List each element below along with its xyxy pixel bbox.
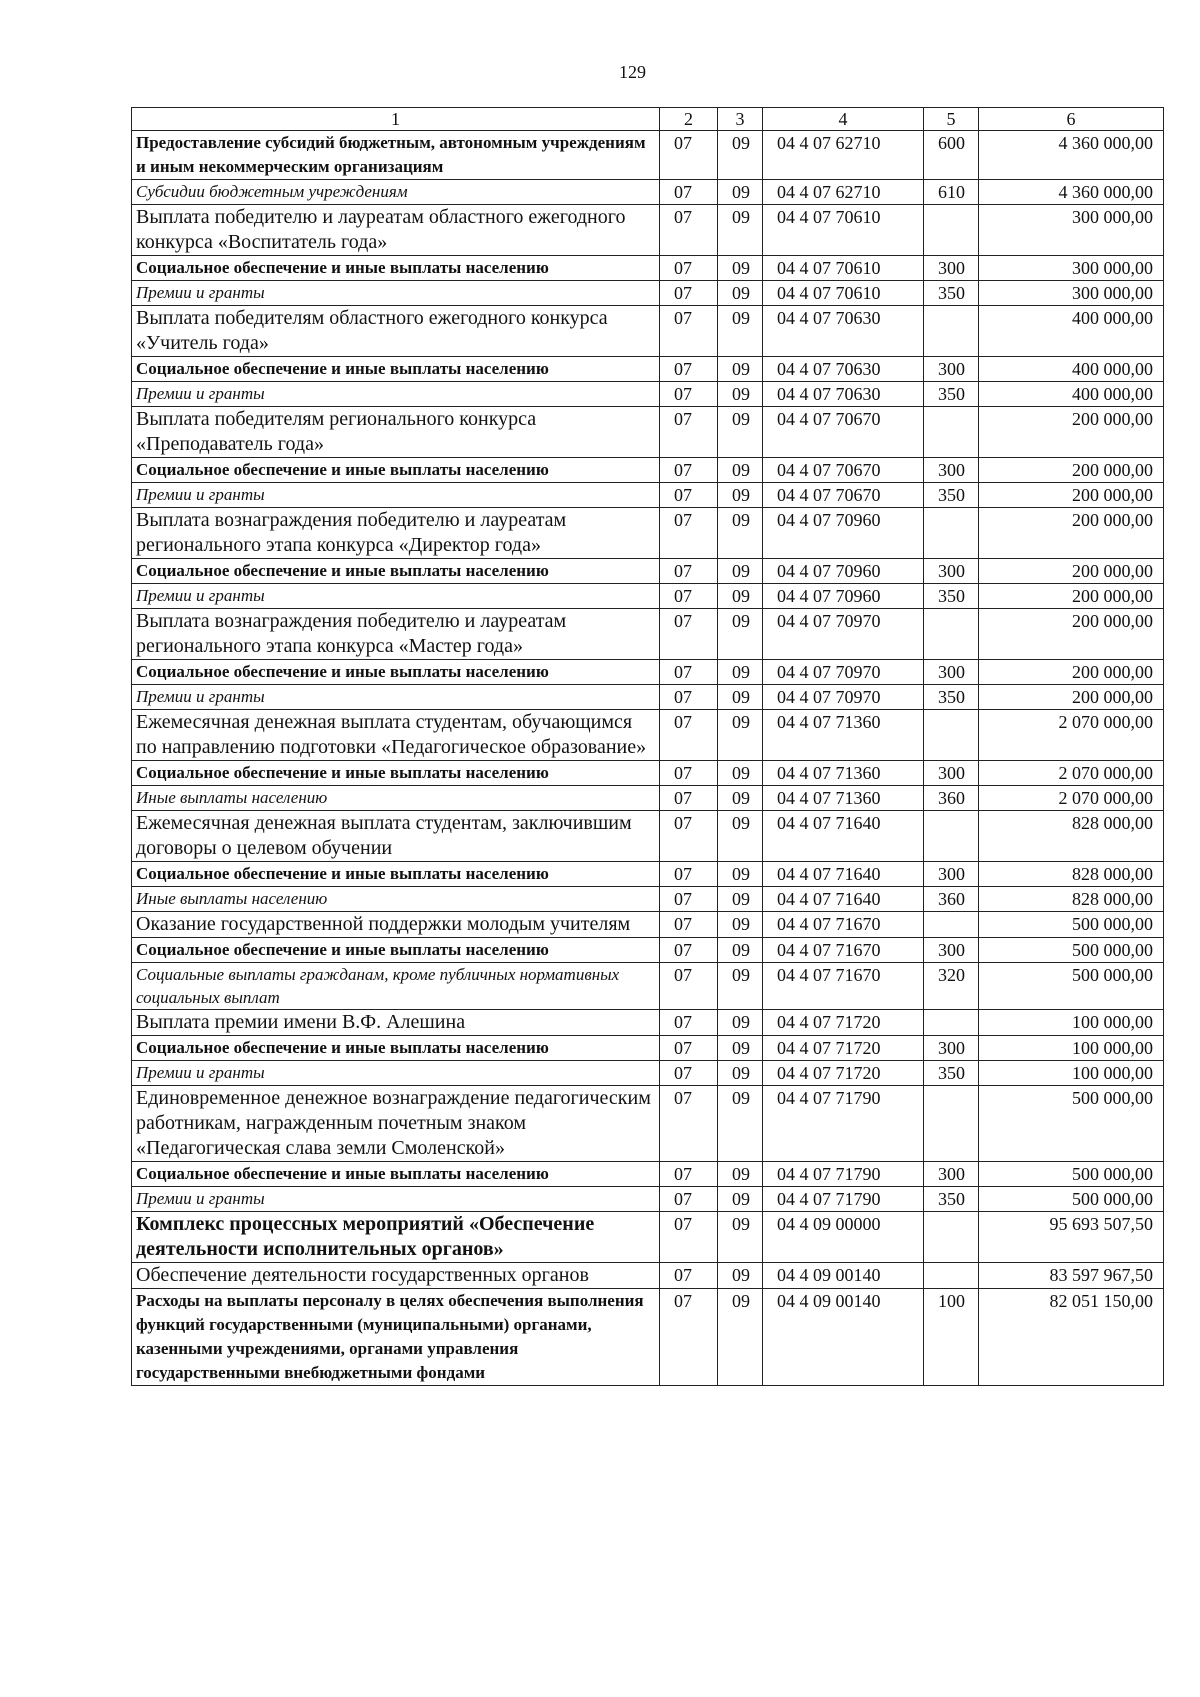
target-article-cell: 04 4 07 70610 (763, 205, 924, 256)
target-article-cell: 04 4 07 70970 (763, 685, 924, 710)
target-article-cell: 04 4 07 70960 (763, 584, 924, 609)
expense-type-cell: 300 (924, 357, 979, 382)
section-code-cell: 07 (660, 1289, 718, 1386)
row-name-cell: Премии и гранты (132, 483, 660, 508)
table-row (132, 887, 1164, 912)
amount-cell: 500 000,00 (979, 963, 1164, 1010)
expense-type-cell: 350 (924, 584, 979, 609)
expense-type-cell: 300 (924, 660, 979, 685)
subsection-code-cell: 09 (718, 685, 763, 710)
subsection-code-cell: 09 (718, 1289, 763, 1386)
table-body (132, 131, 1164, 1386)
target-article-cell: 04 4 07 71360 (763, 761, 924, 786)
table-row (132, 685, 1164, 710)
target-article-cell: 04 4 07 70630 (763, 306, 924, 357)
section-code-cell: 07 (660, 887, 718, 912)
subsection-code-cell: 09 (718, 811, 763, 862)
target-article-cell: 04 4 07 71640 (763, 887, 924, 912)
subsection-code-cell: 09 (718, 205, 763, 256)
amount-cell: 200 000,00 (979, 407, 1164, 458)
row-name-cell: Субсидии бюджетным учреждениям (132, 180, 660, 205)
expense-type-cell: 360 (924, 786, 979, 811)
amount-cell: 95 693 507,50 (979, 1212, 1164, 1263)
expense-type-cell: 350 (924, 1061, 979, 1086)
amount-cell: 200 000,00 (979, 559, 1164, 584)
amount-cell: 828 000,00 (979, 887, 1164, 912)
subsection-code-cell: 09 (718, 180, 763, 205)
section-code-cell: 07 (660, 609, 718, 660)
table-row (132, 382, 1164, 407)
section-code-cell: 07 (660, 1212, 718, 1263)
column-header: 4 (763, 108, 924, 131)
row-name-cell: Иные выплаты населению (132, 786, 660, 811)
expense-type-cell (924, 710, 979, 761)
target-article-cell: 04 4 07 71360 (763, 786, 924, 811)
row-name-cell: Ежемесячная денежная выплата студентам, заключившим договоры о целевом обучении (132, 811, 660, 862)
section-code-cell: 07 (660, 786, 718, 811)
target-article-cell: 04 4 09 00140 (763, 1263, 924, 1289)
section-code-cell: 07 (660, 912, 718, 938)
row-name-cell: Расходы на выплаты персоналу в целях обеспечения выполнения функций государственными (муниципальными) органами, казенными учреждениями, органами управления государственными внебюджетными фондами (132, 1289, 660, 1386)
page-number: 129 (619, 62, 646, 82)
table-row (132, 306, 1164, 357)
expense-type-cell: 300 (924, 761, 979, 786)
amount-cell: 400 000,00 (979, 357, 1164, 382)
subsection-code-cell: 09 (718, 559, 763, 584)
target-article-cell: 04 4 07 71360 (763, 710, 924, 761)
section-code-cell: 07 (660, 559, 718, 584)
table-row (132, 559, 1164, 584)
amount-cell: 200 000,00 (979, 660, 1164, 685)
table-row (132, 862, 1164, 887)
table-row (132, 205, 1164, 256)
target-article-cell: 04 4 07 71720 (763, 1061, 924, 1086)
section-code-cell: 07 (660, 1187, 718, 1212)
column-header: 6 (979, 108, 1164, 131)
row-name-cell: Социальное обеспечение и иные выплаты населению (132, 1162, 660, 1187)
subsection-code-cell: 09 (718, 786, 763, 811)
section-code-cell: 07 (660, 458, 718, 483)
row-name-cell: Единовременное денежное вознаграждение педагогическим работникам, награжденным почетным знаком «Педагогическая слава земли Смоленской» (132, 1086, 660, 1162)
section-code-cell: 07 (660, 1086, 718, 1162)
row-name-cell: Премии и гранты (132, 1061, 660, 1086)
amount-cell: 200 000,00 (979, 508, 1164, 559)
target-article-cell: 04 4 07 70610 (763, 281, 924, 306)
row-name-cell: Премии и гранты (132, 382, 660, 407)
target-article-cell: 04 4 07 70670 (763, 458, 924, 483)
expense-type-cell: 360 (924, 887, 979, 912)
row-name-cell: Социальные выплаты гражданам, кроме публичных нормативных социальных выплат (132, 963, 660, 1010)
table-row (132, 609, 1164, 660)
row-name-cell: Выплата победителю и лауреатам областного ежегодного конкурса «Воспитатель года» (132, 205, 660, 256)
table-row (132, 1187, 1164, 1212)
table-row (132, 786, 1164, 811)
column-header: 2 (660, 108, 718, 131)
amount-cell: 300 000,00 (979, 256, 1164, 281)
section-code-cell: 07 (660, 660, 718, 685)
expense-type-cell (924, 1086, 979, 1162)
expense-type-cell (924, 508, 979, 559)
table-row (132, 357, 1164, 382)
subsection-code-cell: 09 (718, 710, 763, 761)
section-code-cell: 07 (660, 685, 718, 710)
expense-type-cell: 300 (924, 862, 979, 887)
target-article-cell: 04 4 07 70630 (763, 382, 924, 407)
row-name-cell: Социальное обеспечение и иные выплаты населению (132, 660, 660, 685)
section-code-cell: 07 (660, 256, 718, 281)
amount-cell: 200 000,00 (979, 609, 1164, 660)
row-name-cell: Выплата вознаграждения победителю и лауреатам регионального этапа конкурса «Директор года» (132, 508, 660, 559)
table-row (132, 938, 1164, 963)
amount-cell: 500 000,00 (979, 1162, 1164, 1187)
expense-type-cell (924, 407, 979, 458)
section-code-cell: 07 (660, 1036, 718, 1061)
amount-cell: 300 000,00 (979, 205, 1164, 256)
row-name-cell: Социальное обеспечение и иные выплаты населению (132, 862, 660, 887)
target-article-cell: 04 4 07 70670 (763, 407, 924, 458)
table-row (132, 660, 1164, 685)
row-name-cell: Иные выплаты населению (132, 887, 660, 912)
expense-type-cell: 300 (924, 938, 979, 963)
expense-type-cell: 350 (924, 281, 979, 306)
amount-cell: 100 000,00 (979, 1010, 1164, 1036)
section-code-cell: 07 (660, 483, 718, 508)
table-row (132, 180, 1164, 205)
section-code-cell: 07 (660, 963, 718, 1010)
amount-cell: 828 000,00 (979, 862, 1164, 887)
row-name-cell: Социальное обеспечение и иные выплаты населению (132, 761, 660, 786)
section-code-cell: 07 (660, 180, 718, 205)
subsection-code-cell: 09 (718, 256, 763, 281)
section-code-cell: 07 (660, 357, 718, 382)
expense-type-cell: 350 (924, 1187, 979, 1212)
row-name-cell: Предоставление субсидий бюджетным, автономным учреждениям и иным некоммерческим организациям (132, 131, 660, 180)
row-name-cell: Премии и гранты (132, 1187, 660, 1212)
target-article-cell: 04 4 07 70960 (763, 559, 924, 584)
target-article-cell: 04 4 07 71670 (763, 938, 924, 963)
section-code-cell: 07 (660, 281, 718, 306)
section-code-cell: 07 (660, 1263, 718, 1289)
table-row (132, 584, 1164, 609)
column-header: 5 (924, 108, 979, 131)
amount-cell: 500 000,00 (979, 912, 1164, 938)
subsection-code-cell: 09 (718, 1162, 763, 1187)
expense-type-cell: 300 (924, 1162, 979, 1187)
expense-type-cell: 610 (924, 180, 979, 205)
row-name-cell: Премии и гранты (132, 584, 660, 609)
amount-cell: 828 000,00 (979, 811, 1164, 862)
target-article-cell: 04 4 07 71670 (763, 912, 924, 938)
table-row (132, 811, 1164, 862)
amount-cell: 200 000,00 (979, 584, 1164, 609)
expense-type-cell: 300 (924, 1036, 979, 1061)
target-article-cell: 04 4 07 70610 (763, 256, 924, 281)
table-row (132, 963, 1164, 1010)
table-row (132, 131, 1164, 180)
target-article-cell: 04 4 07 71720 (763, 1036, 924, 1061)
expense-type-cell (924, 306, 979, 357)
subsection-code-cell: 09 (718, 1263, 763, 1289)
subsection-code-cell: 09 (718, 1212, 763, 1263)
target-article-cell: 04 4 07 70670 (763, 483, 924, 508)
section-code-cell: 07 (660, 131, 718, 180)
amount-cell: 500 000,00 (979, 938, 1164, 963)
subsection-code-cell: 09 (718, 887, 763, 912)
budget-table (131, 107, 1164, 1386)
table-row (132, 1162, 1164, 1187)
amount-cell: 100 000,00 (979, 1036, 1164, 1061)
table-row (132, 256, 1164, 281)
amount-cell: 300 000,00 (979, 281, 1164, 306)
target-article-cell: 04 4 07 71670 (763, 963, 924, 1010)
row-name-cell: Социальное обеспечение и иные выплаты населению (132, 256, 660, 281)
expense-type-cell: 300 (924, 256, 979, 281)
row-name-cell: Выплата победителям регионального конкурса «Преподаватель года» (132, 407, 660, 458)
table-row (132, 281, 1164, 306)
expense-type-cell: 350 (924, 685, 979, 710)
column-header: 1 (132, 108, 660, 131)
subsection-code-cell: 09 (718, 407, 763, 458)
target-article-cell: 04 4 09 00000 (763, 1212, 924, 1263)
table-row (132, 508, 1164, 559)
table-row (132, 1212, 1164, 1263)
target-article-cell: 04 4 07 71640 (763, 862, 924, 887)
target-article-cell: 04 4 07 70630 (763, 357, 924, 382)
section-code-cell: 07 (660, 938, 718, 963)
subsection-code-cell: 09 (718, 281, 763, 306)
expense-type-cell (924, 1212, 979, 1263)
target-article-cell: 04 4 07 71790 (763, 1162, 924, 1187)
target-article-cell: 04 4 07 71790 (763, 1086, 924, 1162)
expense-type-cell: 600 (924, 131, 979, 180)
target-article-cell: 04 4 07 71720 (763, 1010, 924, 1036)
row-name-cell: Оказание государственной поддержки молодым учителям (132, 912, 660, 938)
row-name-cell: Социальное обеспечение и иные выплаты населению (132, 559, 660, 584)
amount-cell: 4 360 000,00 (979, 180, 1164, 205)
section-code-cell: 07 (660, 1061, 718, 1086)
subsection-code-cell: 09 (718, 609, 763, 660)
subsection-code-cell: 09 (718, 483, 763, 508)
subsection-code-cell: 09 (718, 584, 763, 609)
row-name-cell: Социальное обеспечение и иные выплаты населению (132, 938, 660, 963)
target-article-cell: 04 4 07 71640 (763, 811, 924, 862)
subsection-code-cell: 09 (718, 357, 763, 382)
row-name-cell: Обеспечение деятельности государственных органов (132, 1263, 660, 1289)
amount-cell: 400 000,00 (979, 382, 1164, 407)
section-code-cell: 07 (660, 862, 718, 887)
section-code-cell: 07 (660, 205, 718, 256)
row-name-cell: Премии и гранты (132, 685, 660, 710)
target-article-cell: 04 4 07 71790 (763, 1187, 924, 1212)
column-number-row (132, 108, 1164, 131)
expense-type-cell: 300 (924, 559, 979, 584)
expense-type-cell (924, 205, 979, 256)
target-article-cell: 04 4 07 70960 (763, 508, 924, 559)
target-article-cell: 04 4 09 00140 (763, 1289, 924, 1386)
amount-cell: 4 360 000,00 (979, 131, 1164, 180)
subsection-code-cell: 09 (718, 508, 763, 559)
target-article-cell: 04 4 07 62710 (763, 180, 924, 205)
section-code-cell: 07 (660, 306, 718, 357)
target-article-cell: 04 4 07 70970 (763, 609, 924, 660)
section-code-cell: 07 (660, 811, 718, 862)
subsection-code-cell: 09 (718, 306, 763, 357)
subsection-code-cell: 09 (718, 1086, 763, 1162)
table-row (132, 1289, 1164, 1386)
target-article-cell: 04 4 07 70970 (763, 660, 924, 685)
table-row (132, 483, 1164, 508)
expense-type-cell (924, 1010, 979, 1036)
row-name-cell: Премии и гранты (132, 281, 660, 306)
expense-type-cell: 350 (924, 483, 979, 508)
section-code-cell: 07 (660, 508, 718, 559)
table-row (132, 1086, 1164, 1162)
section-code-cell: 07 (660, 1162, 718, 1187)
target-article-cell: 04 4 07 62710 (763, 131, 924, 180)
subsection-code-cell: 09 (718, 963, 763, 1010)
section-code-cell: 07 (660, 407, 718, 458)
amount-cell: 500 000,00 (979, 1187, 1164, 1212)
row-name-cell: Социальное обеспечение и иные выплаты населению (132, 458, 660, 483)
expense-type-cell (924, 811, 979, 862)
section-code-cell: 07 (660, 382, 718, 407)
section-code-cell: 07 (660, 710, 718, 761)
expense-type-cell (924, 609, 979, 660)
table-row (132, 912, 1164, 938)
expense-type-cell: 320 (924, 963, 979, 1010)
row-name-cell: Социальное обеспечение и иные выплаты населению (132, 357, 660, 382)
subsection-code-cell: 09 (718, 1010, 763, 1036)
table-row (132, 1263, 1164, 1289)
table-row (132, 710, 1164, 761)
amount-cell: 83 597 967,50 (979, 1263, 1164, 1289)
column-header: 3 (718, 108, 763, 131)
table-row (132, 761, 1164, 786)
table-row (132, 1036, 1164, 1061)
row-name-cell: Ежемесячная денежная выплата студентам, обучающимся по направлению подготовки «Педагогическое образование» (132, 710, 660, 761)
subsection-code-cell: 09 (718, 382, 763, 407)
row-name-cell: Выплата победителям областного ежегодного конкурса «Учитель года» (132, 306, 660, 357)
expense-type-cell (924, 912, 979, 938)
table-row (132, 458, 1164, 483)
expense-type-cell (924, 1263, 979, 1289)
table-row (132, 1061, 1164, 1086)
subsection-code-cell: 09 (718, 1187, 763, 1212)
row-name-cell: Выплата вознаграждения победителю и лауреатам регионального этапа конкурса «Мастер года» (132, 609, 660, 660)
subsection-code-cell: 09 (718, 761, 763, 786)
subsection-code-cell: 09 (718, 660, 763, 685)
subsection-code-cell: 09 (718, 458, 763, 483)
amount-cell: 2 070 000,00 (979, 761, 1164, 786)
subsection-code-cell: 09 (718, 1036, 763, 1061)
amount-cell: 100 000,00 (979, 1061, 1164, 1086)
expense-type-cell: 350 (924, 382, 979, 407)
amount-cell: 400 000,00 (979, 306, 1164, 357)
row-name-cell: Социальное обеспечение и иные выплаты населению (132, 1036, 660, 1061)
subsection-code-cell: 09 (718, 912, 763, 938)
expense-type-cell: 100 (924, 1289, 979, 1386)
amount-cell: 2 070 000,00 (979, 710, 1164, 761)
amount-cell: 200 000,00 (979, 483, 1164, 508)
section-code-cell: 07 (660, 1010, 718, 1036)
amount-cell: 2 070 000,00 (979, 786, 1164, 811)
row-name-cell: Выплата премии имени В.Ф. Алешина (132, 1010, 660, 1036)
row-name-cell: Комплекс процессных мероприятий «Обеспечение деятельности исполнительных органов» (132, 1212, 660, 1263)
subsection-code-cell: 09 (718, 1061, 763, 1086)
subsection-code-cell: 09 (718, 862, 763, 887)
table-row (132, 407, 1164, 458)
table-row (132, 1010, 1164, 1036)
subsection-code-cell: 09 (718, 131, 763, 180)
amount-cell: 200 000,00 (979, 685, 1164, 710)
amount-cell: 82 051 150,00 (979, 1289, 1164, 1386)
amount-cell: 500 000,00 (979, 1086, 1164, 1162)
subsection-code-cell: 09 (718, 938, 763, 963)
section-code-cell: 07 (660, 761, 718, 786)
section-code-cell: 07 (660, 584, 718, 609)
amount-cell: 200 000,00 (979, 458, 1164, 483)
expense-type-cell: 300 (924, 458, 979, 483)
